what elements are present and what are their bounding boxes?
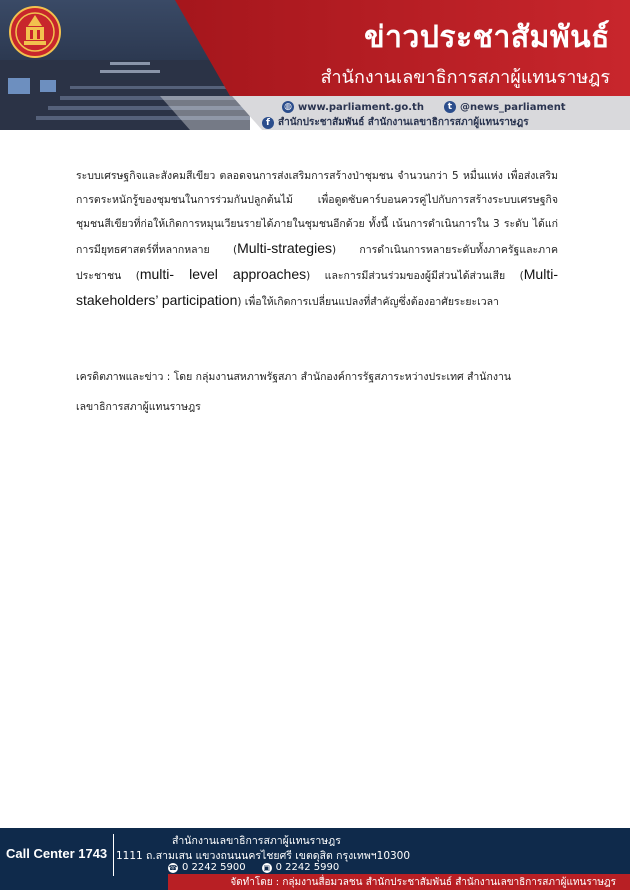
footer-organized-bar bbox=[168, 874, 630, 890]
call-center: Call Center 1743 bbox=[6, 846, 108, 861]
phone-icon: ☎ bbox=[168, 863, 178, 872]
website-link[interactable]: www.parliament.go.th bbox=[298, 101, 424, 113]
footer-phone: 0 2242 5900 bbox=[182, 862, 246, 873]
twitter-icon: t bbox=[444, 101, 456, 113]
page-header bbox=[0, 0, 630, 130]
footer-divider bbox=[113, 834, 114, 876]
news-paragraph bbox=[76, 164, 558, 314]
paragraph-text: ) การดำเนินการหลายระดับทั้งภาครัฐและภาคประชาชน ( bbox=[76, 244, 558, 282]
news-credit: เครดิตภาพและข่าว : โดย กลุ่มงานสหภาพรัฐสภา สำนักองค์การรัฐสภาระหว่างประเทศ สำนักงานเลขาธิการสภาผู้แทนราษฎร bbox=[76, 371, 512, 413]
header-facebook-row bbox=[262, 115, 529, 130]
footer-phones bbox=[168, 862, 339, 873]
paragraph-text: ) และการมีส่วนร่วมของผู้มีส่วนได้ส่วนเสีย ( bbox=[306, 270, 524, 282]
fax-icon: ▣ bbox=[263, 863, 270, 872]
header-title: ข่าวประชาสัมพันธ์ bbox=[364, 20, 610, 55]
twitter-handle[interactable]: @news_parliament bbox=[459, 101, 566, 113]
header-social-row bbox=[282, 101, 566, 113]
paragraph-english-term: multi- level approaches bbox=[139, 266, 307, 282]
footer-address: 1111 ถ.สามเสน แขวงถนนนครไชยศรี เขตดุสิต กรุงเทพฯ10300 bbox=[116, 850, 411, 862]
parliament-emblem-icon bbox=[9, 6, 61, 58]
globe-icon: ◍ bbox=[282, 101, 294, 113]
facebook-icon: f bbox=[262, 117, 274, 129]
header-subtitle: สำนักงานเลขาธิการสภาผู้แทนราษฎร bbox=[320, 67, 610, 88]
facebook-page[interactable]: สำนักประชาสัมพันธ์ สำนักงานเลขาธิการสภาผู้แทนราษฎร bbox=[278, 117, 529, 128]
paragraph-text: ระบบเศรษฐกิจและสังคมสีเขียว ตลอดจนการส่งเสริมการสร้างป่าชุมชน จำนวนกว่า 5 หมื่นแห่ง เพื่อส่งเสริมการตระหนักรู้ของชุมชนในการร่วมกันปลูกต้นไม้ เพื่อดูดซับคาร์บอนควรคู่ไปกับการสร้างระบบเศรษฐกิจชุมชนสีเขียวที่ก่อให้เกิดการหมุนเวียนรายได้ภายในชุมชนอีกด้วย ทั้งนี้ เน้นการดำเนินการใน 3 ระดับ ได้แก่ การมียุทธศาสตร์ที่หลากหลาย ( bbox=[76, 170, 558, 256]
footer-org: สำนักงานเลขาธิการสภาผู้แทนราษฎร bbox=[172, 835, 341, 847]
paragraph-english-term: Multi-stakeholders’ participation bbox=[76, 266, 558, 308]
footer-organized-by: จัดทำโดย : กลุ่มงานสื่อมวลชน สำนักประชาสัมพันธ์ สำนักงานเลขาธิการสภาผู้แทนราษฎร bbox=[230, 877, 616, 888]
paragraph-english-term: Multi-strategies bbox=[237, 240, 332, 256]
news-content bbox=[76, 164, 558, 422]
footer-fax: 0 2242 5990 bbox=[275, 862, 340, 873]
paragraph-text: ) เพื่อให้เกิดการเปลี่ยนแปลงที่สำคัญซึ่งต้องอาศัยระยะเวลา bbox=[237, 296, 499, 308]
